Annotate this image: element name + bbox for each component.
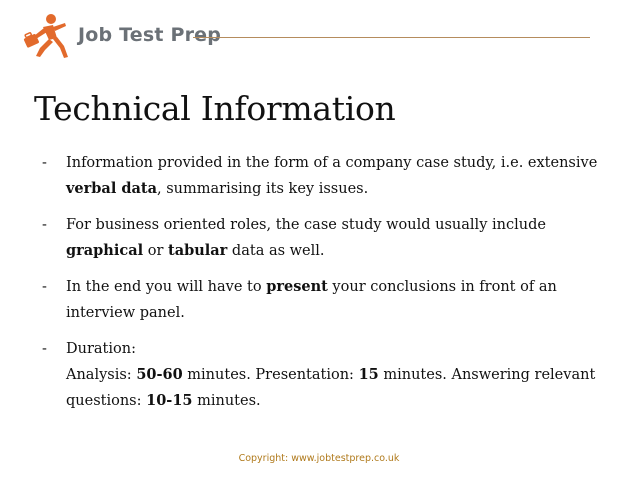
bold-text: tabular <box>168 242 228 259</box>
text-run: Information provided in the form of a company case study, i.e. extensive <box>66 155 598 171</box>
bullet-line <box>66 176 602 202</box>
bullet-line <box>66 388 602 414</box>
bullet-item <box>42 150 602 202</box>
bullet-text <box>66 150 602 202</box>
bullet-line <box>66 362 602 388</box>
running-person-with-briefcase-icon <box>22 12 72 62</box>
header <box>22 12 596 62</box>
bullet-dash: - <box>42 279 47 295</box>
text-run: minutes. Presentation: <box>182 367 359 383</box>
brand-name: Job Test Prep <box>78 24 222 46</box>
text-run: minutes. Answering relevant <box>378 367 596 383</box>
bullet-line <box>66 150 602 176</box>
bold-text: 15 <box>358 366 379 383</box>
copyright-footer: Copyright: www.jobtestprep.co.uk <box>238 453 400 464</box>
bold-text: present <box>266 278 328 295</box>
bullet-line <box>66 274 602 300</box>
header-divider <box>193 37 590 38</box>
text-run: Duration: <box>66 341 136 357</box>
bullet-text <box>66 212 602 264</box>
text-run: questions: <box>66 393 147 409</box>
bold-text: 50-60 <box>136 366 183 383</box>
bullet-item <box>42 274 602 326</box>
text-run: or <box>143 243 168 259</box>
bold-text: verbal data <box>66 180 158 197</box>
bullet-item <box>42 336 602 414</box>
bullet-dash: - <box>42 155 47 171</box>
text-run: minutes. <box>192 393 261 409</box>
text-run: For business oriented roles, the case study would usually include <box>66 217 546 233</box>
bullet-dash: - <box>42 341 47 357</box>
text-run: your conclusions in front of an <box>327 279 557 295</box>
text-run: interview panel. <box>66 305 185 321</box>
bullet-text <box>66 274 602 326</box>
bullet-line <box>66 238 602 264</box>
bold-text: 10-15 <box>146 392 193 409</box>
bullet-line <box>66 212 602 238</box>
text-run: Analysis: <box>66 367 137 383</box>
bullet-list <box>42 150 602 424</box>
bold-text: graphical <box>66 242 144 259</box>
bullet-item <box>42 212 602 264</box>
text-run: In the end you will have to <box>66 279 267 295</box>
slide-title: Technical Information <box>34 89 396 128</box>
bullet-dash: - <box>42 217 47 233</box>
bullet-text <box>66 336 602 414</box>
text-run: data as well. <box>227 243 325 259</box>
bullet-line <box>66 300 602 326</box>
bullet-line <box>66 336 602 362</box>
text-run: , summarising its key issues. <box>157 181 369 197</box>
